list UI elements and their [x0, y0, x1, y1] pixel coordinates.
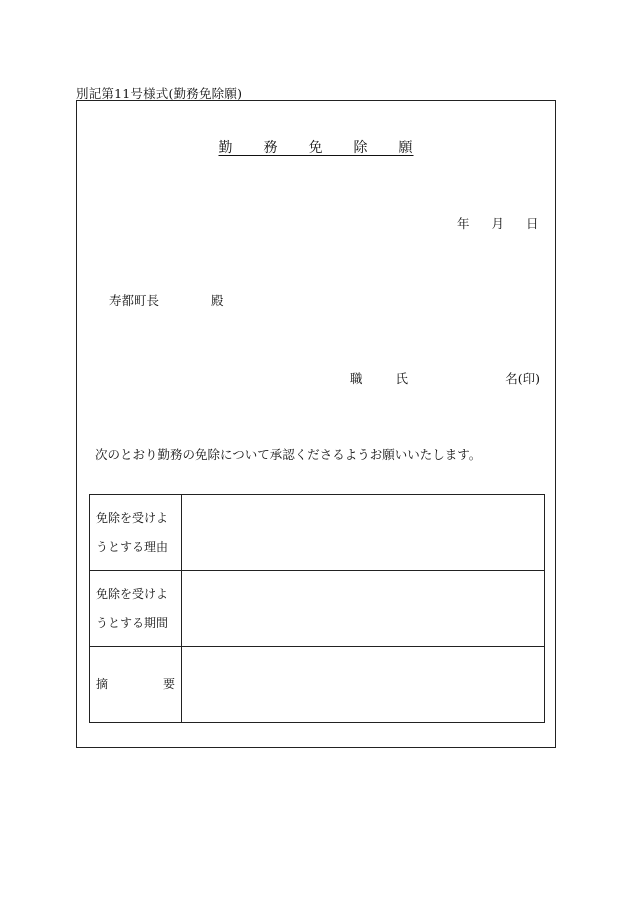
addressee [109, 291, 224, 309]
month-label: 月 [491, 216, 505, 231]
remarks-field[interactable] [182, 647, 545, 723]
period-label: 免除を受けよ うとする期間 [90, 571, 182, 647]
table-row [90, 647, 545, 723]
reason-label: 免除を受けよ うとする理由 [90, 495, 182, 571]
table-row [90, 495, 545, 571]
signer-position-label: 職 [350, 371, 363, 386]
form-caption: 別記第11号様式(勤務免除願) [76, 86, 243, 101]
year-label: 年 [457, 216, 470, 231]
date-line [457, 214, 539, 232]
signer-line [350, 369, 540, 387]
request-text: 次のとおり勤務の免除について承認くださるようお願いいたします。 [95, 447, 482, 462]
reason-field[interactable] [182, 495, 545, 571]
addressee-name: 寿都町長 [109, 293, 160, 308]
form-frame [76, 100, 556, 748]
table-row [90, 571, 545, 647]
form-title: 勤 務 免 除 願 [218, 140, 414, 156]
period-field[interactable] [182, 571, 545, 647]
day-label: 日 [526, 216, 539, 231]
signer-seal: 名(印) [505, 371, 540, 386]
addressee-honorific: 殿 [211, 293, 224, 308]
request-table [89, 494, 545, 723]
remarks-label: 摘 要 [90, 647, 182, 723]
signer-name-label: 氏 [395, 371, 409, 386]
